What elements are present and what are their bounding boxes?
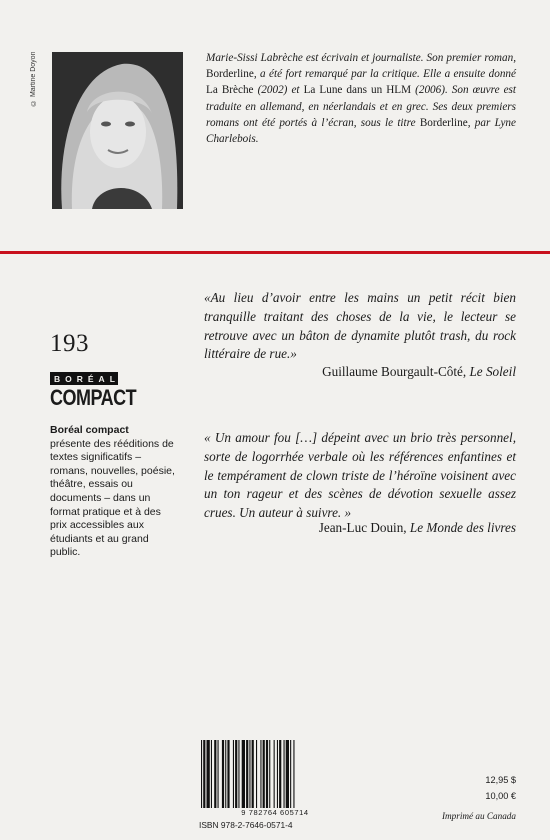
barcode-bar — [284, 740, 285, 808]
barcode-bar — [249, 740, 250, 808]
barcode-bar — [207, 740, 210, 808]
bio-text: , par Lyne Charlebois. — [206, 116, 516, 146]
bio-title: La Lune dans un HLM — [303, 84, 412, 97]
isbn: ISBN 978-2-7646-0571-4 — [199, 820, 293, 830]
review-quote: «Au lieu d’avoir entre les mains un petit récit bien tranquille traitant des choses de la vie, le lecteur se retrouve avec un bâton de dynamite plutôt trash, du rock littéraire de rue.» — [204, 290, 516, 362]
barcode-bar — [211, 740, 212, 808]
review-author: Guillaume Bourgault-Côté, — [322, 364, 470, 379]
bio-text: , a été fort remarqué par la critique. Elle a ensuite donné — [253, 68, 516, 81]
barcode-bar — [214, 740, 216, 808]
review-source: Le Soleil — [469, 364, 516, 379]
barcode-bar — [252, 740, 254, 808]
logo-bottom: COMPACT — [50, 385, 137, 410]
barcode-bar — [235, 740, 237, 808]
review-author: Jean-Luc Douin, — [318, 520, 410, 535]
bio-title: Borderline — [419, 116, 468, 129]
review-attribution — [319, 520, 516, 536]
bio-title: Borderline — [206, 68, 254, 81]
barcode-bar — [218, 740, 219, 808]
barcode — [199, 740, 351, 808]
bio-text: (2006). Son œuvre est traduite en allemand, en néerlandais et en grec. Ses deux premiers romans ont été portés à l’écran, sous le titre — [206, 84, 517, 129]
review-quote: « Un amour fou […] dépeint avec un brio très personnel, sorte de logorrhée verbale où les références enfantines et le tempérament de clown triste de l’héroïne voisinent avec un ton rageur et des scènes de dévotion sexuelle assez crues. Un auteur à suivre. » — [204, 430, 516, 521]
bio-text: (2002) et — [253, 84, 304, 97]
boreal-compact-logo — [50, 372, 137, 410]
price-cad: 12,95 $ — [485, 775, 516, 785]
barcode-bar — [290, 740, 291, 808]
review-attribution — [322, 364, 516, 380]
barcode-digits: 9 782764 605714 — [241, 808, 309, 817]
bio-title: La Brèche — [206, 84, 254, 97]
barcode-bar — [203, 740, 205, 808]
series-blurb-text: présente des rééditions de textes significatifs – romans, nouvelles, poésie, théâtre, essais ou documents – dans un format pratique et à des prix accessibles aux étudiants et au grand public. — [50, 437, 175, 559]
author-portrait-image — [52, 52, 183, 209]
barcode-bar — [269, 740, 270, 808]
series-number: 193 — [50, 330, 89, 357]
bio-text: Marie-Sissi Labrèche est écrivain et journaliste. Son premier roman, — [206, 52, 516, 64]
barcode-bar — [227, 740, 229, 808]
photo-credit: © Martine Doyon — [30, 52, 37, 107]
logo-top: BORÉAL — [50, 372, 118, 385]
barcode-bar — [293, 740, 294, 808]
barcode-bar — [225, 740, 226, 808]
barcode-bar — [222, 740, 224, 808]
barcode-bar — [266, 740, 268, 808]
barcode-bar — [246, 740, 248, 808]
barcode-bar — [238, 740, 239, 808]
barcode-bar — [242, 740, 245, 808]
barcode-bar — [263, 740, 265, 808]
barcode-bar — [279, 740, 281, 808]
barcode-bar — [260, 740, 261, 808]
barcode-bars — [199, 740, 351, 808]
red-divider — [0, 251, 550, 254]
series-blurb — [50, 424, 180, 560]
barcode-bar — [201, 740, 202, 808]
barcode-bar — [256, 740, 257, 808]
author-photo — [52, 52, 183, 209]
series-blurb-title: Boréal compact — [50, 424, 129, 436]
barcode-bar — [274, 740, 275, 808]
author-bio — [206, 50, 516, 147]
barcode-bar — [286, 740, 289, 808]
review-source: Le Monde des livres — [409, 520, 516, 535]
barcode-bar — [277, 740, 278, 808]
price-eur: 10,00 € — [485, 791, 516, 801]
printed-in: Imprimé au Canada — [441, 811, 516, 821]
barcode-bar — [233, 740, 234, 808]
